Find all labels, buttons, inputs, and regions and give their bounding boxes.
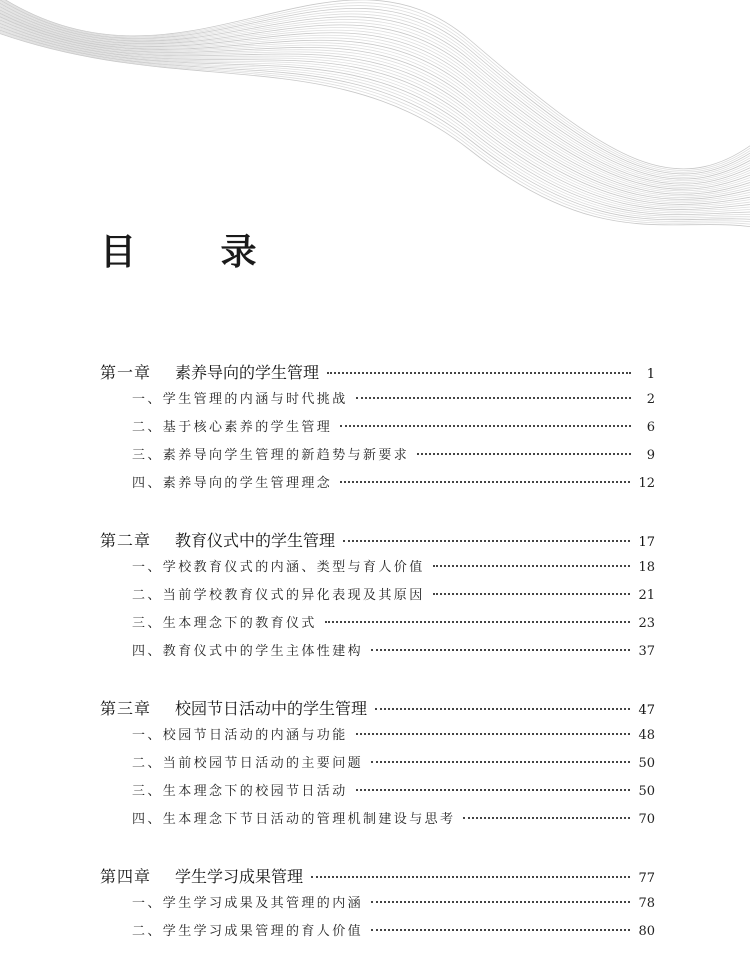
chapter-2 [100, 528, 655, 668]
dot-leader [463, 817, 630, 819]
wave-line [0, 13, 750, 201]
wave-line [0, 7, 750, 193]
section-title: 二、当前学校教育仪式的异化表现及其原因 [132, 588, 425, 603]
wave-line [0, 6, 750, 191]
wave-line [0, 25, 750, 218]
section-entry[interactable] [100, 808, 655, 836]
wave-line [0, 9, 750, 196]
wave-line [0, 11, 750, 198]
chapter-title: 校园节日活动中的学生管理 [175, 699, 368, 718]
dot-leader [371, 761, 630, 763]
section-title: 一、学生管理的内涵与时代挑战 [132, 392, 348, 407]
page-number: 2 [646, 392, 655, 407]
chapter-number: 第一章 [100, 363, 152, 382]
wave-line [0, 28, 750, 224]
page-number: 12 [638, 476, 655, 491]
section-entry[interactable] [100, 444, 655, 472]
wave-line [0, 0, 750, 172]
section-entry[interactable] [100, 472, 655, 500]
wave-line [0, 17, 750, 207]
page-number: 18 [638, 560, 655, 575]
section-title: 二、基于核心素养的学生管理 [132, 420, 333, 435]
page-number: 21 [638, 588, 655, 603]
wave-line [0, 0, 750, 171]
page-number: 9 [646, 448, 655, 463]
section-title: 二、学生学习成果管理的育人价值 [132, 924, 364, 939]
dot-leader [356, 789, 631, 791]
wave-line [0, 22, 750, 213]
page-number: 37 [638, 644, 655, 659]
chapter-title: 教育仪式中的学生管理 [175, 531, 336, 550]
page-number: 80 [638, 924, 655, 939]
page-number: 23 [638, 616, 655, 631]
wave-line [0, 8, 750, 194]
chapter-3 [100, 696, 655, 836]
wave-line [0, 24, 750, 216]
wave-line [0, 18, 750, 208]
chapter-heading[interactable] [100, 864, 655, 892]
section-entry[interactable] [100, 640, 655, 668]
chapter-heading[interactable] [100, 696, 655, 724]
section-entry[interactable] [100, 612, 655, 640]
dot-leader [375, 708, 630, 710]
dot-leader [433, 565, 631, 567]
wave-line [0, 5, 750, 190]
dot-leader [343, 540, 630, 542]
wave-line [0, 19, 750, 209]
section-entry[interactable] [100, 388, 655, 416]
section-title: 二、当前校园节日活动的主要问题 [132, 756, 364, 771]
section-entry[interactable] [100, 780, 655, 808]
page-title: 目 录 [100, 232, 293, 273]
chapter-number: 第三章 [100, 699, 152, 718]
chapter-1 [100, 360, 655, 500]
wave-line [0, 0, 750, 176]
section-entry[interactable] [100, 752, 655, 780]
wave-line [0, 1, 750, 184]
wave-line [0, 12, 750, 200]
wave-line [0, 23, 750, 215]
dot-leader [311, 876, 630, 878]
wave-line [0, 20, 750, 211]
section-title: 一、校园节日活动的内涵与功能 [132, 728, 348, 743]
section-title: 四、教育仪式中的学生主体性建构 [132, 644, 364, 659]
chapter-4 [100, 864, 655, 948]
page-number: 78 [638, 896, 655, 911]
page-number: 77 [638, 871, 655, 886]
page-number: 1 [646, 367, 655, 382]
section-entry[interactable] [100, 892, 655, 920]
section-title: 三、生本理念下的教育仪式 [132, 616, 317, 631]
chapter-heading[interactable] [100, 528, 655, 556]
table-of-contents [100, 360, 655, 976]
wave-line [0, 0, 750, 177]
wave-line [0, 14, 750, 203]
wave-line [0, 0, 750, 179]
wave-line [0, 0, 750, 169]
section-entry[interactable] [100, 556, 655, 584]
wave-line [0, 15, 750, 204]
page-number: 50 [638, 784, 655, 799]
chapter-title: 学生学习成果管理 [175, 867, 304, 886]
wave-line [0, 2, 750, 186]
page-number: 17 [638, 535, 655, 550]
page-number: 48 [638, 728, 655, 743]
wave-line [0, 3, 750, 187]
dot-leader [325, 621, 631, 623]
chapter-heading[interactable] [100, 360, 655, 388]
section-entry[interactable] [100, 724, 655, 752]
chapter-title: 素养导向的学生管理 [175, 363, 320, 382]
section-title: 三、素养导向学生管理的新趋势与新要求 [132, 448, 410, 463]
section-title: 三、生本理念下的校园节日活动 [132, 784, 348, 799]
section-title: 四、生本理念下节日活动的管理机制建设与思考 [132, 812, 456, 827]
dot-leader [327, 372, 631, 374]
page-number: 47 [638, 703, 655, 718]
section-entry[interactable] [100, 584, 655, 612]
chapter-number: 第四章 [100, 867, 152, 886]
section-title: 一、学校教育仪式的内涵、类型与育人价值 [132, 560, 425, 575]
wave-line [0, 0, 750, 182]
dot-leader [371, 929, 630, 931]
dot-leader [340, 481, 630, 483]
dot-leader [340, 425, 631, 427]
dot-leader [356, 397, 631, 399]
wave-line [0, 0, 750, 181]
wave-line [0, 29, 750, 227]
wave-line [0, 30, 750, 230]
wave-line [0, 0, 750, 174]
page-number: 70 [638, 812, 655, 827]
section-title: 一、学生学习成果及其管理的内涵 [132, 896, 364, 911]
chapter-number: 第二章 [100, 531, 152, 550]
dot-leader [371, 649, 630, 651]
dot-leader [356, 733, 631, 735]
dot-leader [433, 593, 631, 595]
dot-leader [417, 453, 631, 455]
page-number: 6 [646, 420, 655, 435]
section-title: 四、素养导向的学生管理理念 [132, 476, 333, 491]
wave-line [0, 26, 750, 221]
dot-leader [371, 901, 630, 903]
section-entry[interactable] [100, 416, 655, 444]
page-number: 50 [638, 756, 655, 771]
